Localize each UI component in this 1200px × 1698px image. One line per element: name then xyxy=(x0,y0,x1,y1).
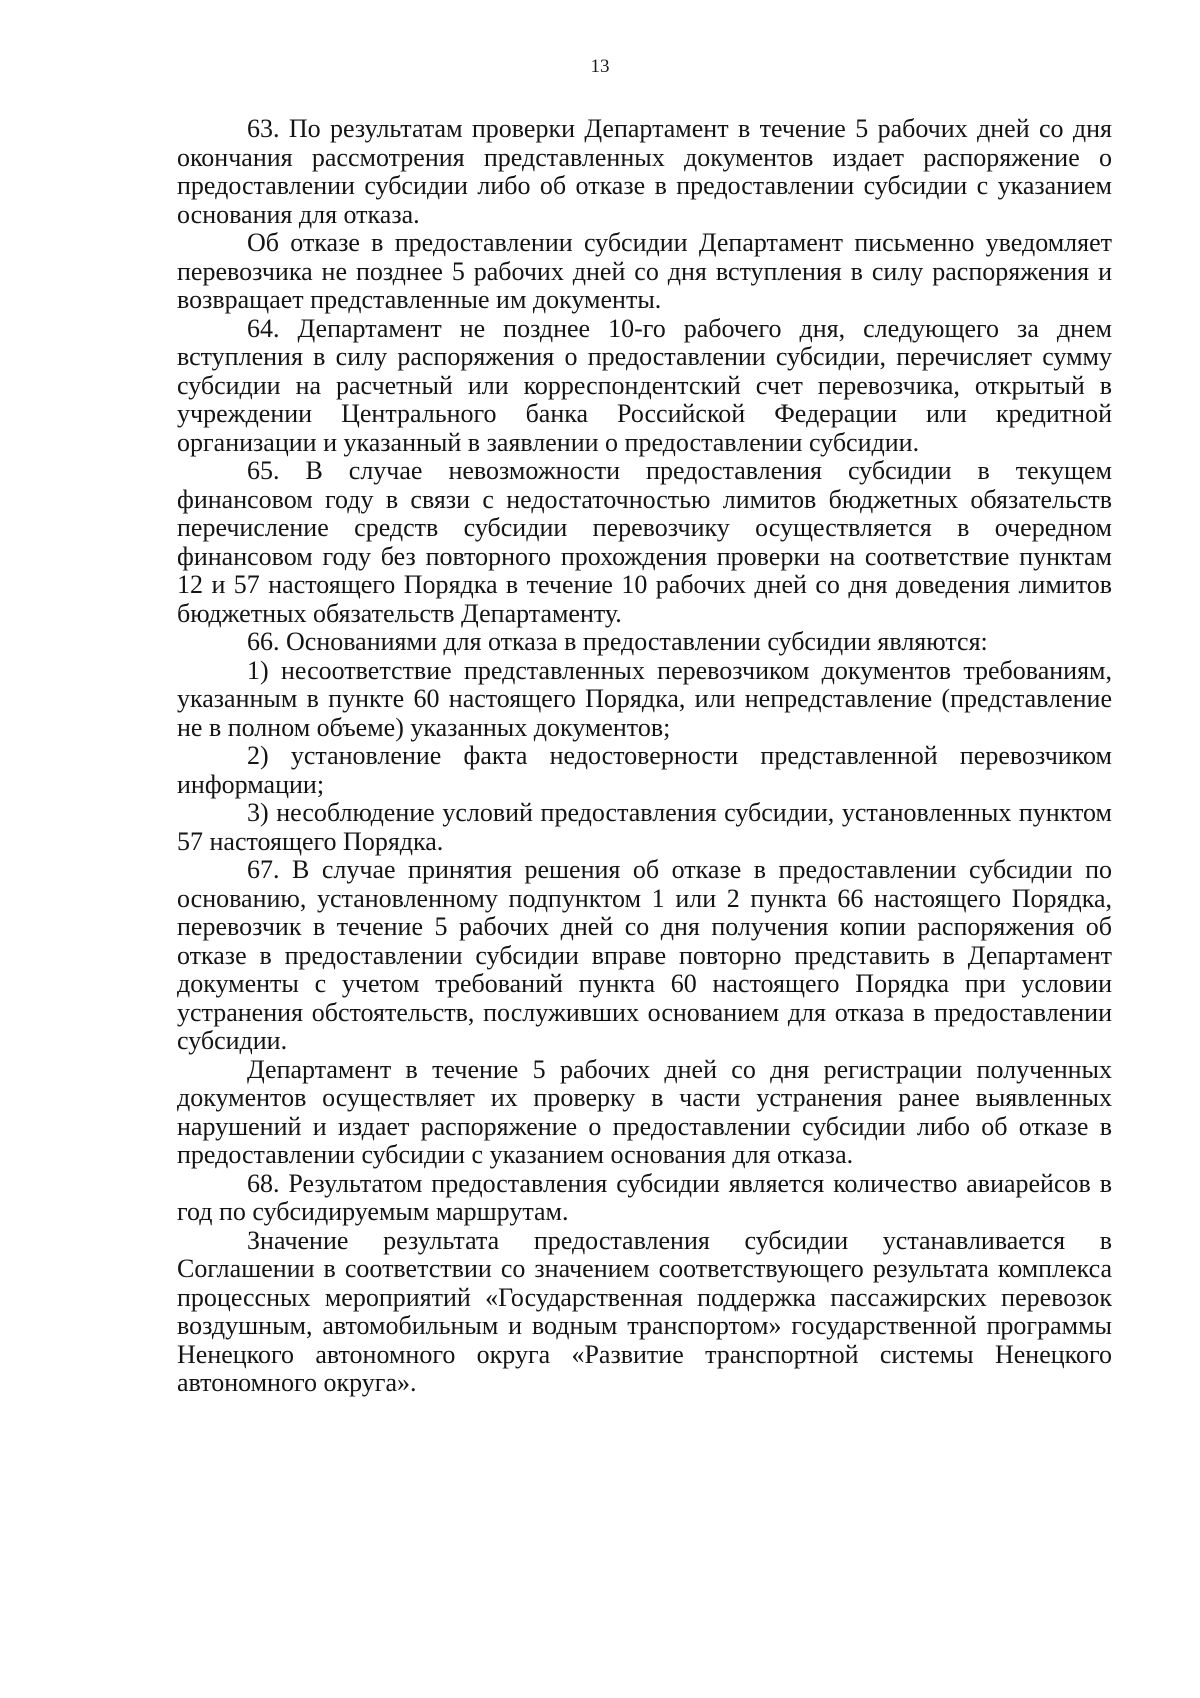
paragraph-63: 63. По результатам проверки Департамент в течение 5 рабочих дней со дня окончания рассмотрения представленных документов издает распоряжение о предоставлении субсидии либо об отказе в предоставлении субсидии с указанием основания для отказа. xyxy=(177,114,1112,229)
paragraph-66-item-2: 2) установление факта недостоверности представленной перевозчиком информации; xyxy=(177,741,1112,799)
paragraph-66: 66. Основаниями для отказа в предоставлении субсидии являются: xyxy=(247,627,988,656)
paragraph-65: 65. В случае невозможности предоставления субсидии в текущем финансовом году в связи с недостаточностью лимитов бюджетных обязательств перечисление средств субсидии перевозчику осуществляется в очередном финансовом году без повторного прохождения проверки на соответствие пунктам 12 и 57 настоящего Порядка в течение 10 рабочих дней со дня доведения лимитов бюджетных обязательств Департаменту. xyxy=(177,456,1112,628)
paragraph-67: 67. В случае принятия решения об отказе в предоставлении субсидии по основанию, установленному подпунктом 1 или 2 пункта 66 настоящего Порядка, перевозчик в течение 5 рабочих дней со дня получения копии распоряжения об отказе в предоставлении субсидии вправе повторно представить в Департамент документы с учетом требований пункта 60 настоящего Порядка при условии устранения обстоятельств, послуживших основанием для отказа в предоставлении субсидии. xyxy=(177,855,1112,1055)
paragraph-68-result-value: Значение результата предоставления субсидии устанавливается в Соглашении в соответствии со значением соответствующего результата комплекса процессных мероприятий «Государственная поддержка пассажирских перевозок воздушным, автомобильным и водным транспортом» государственной программы Ненецкого автономного округа «Развитие транспортной системы Ненецкого автономного округа». xyxy=(177,1225,1112,1397)
paragraph-64: 64. Департамент не позднее 10-го рабочего дня, следующего за днем вступления в силу распоряжения о предоставлении субсидии, перечисляет сумму субсидии на расчетный или корреспондентский счет перевозчика, открытый в учреждении Центрального банка Российской Федерации или кредитной организации и указанный в заявлении о предоставлении субсидии. xyxy=(177,313,1112,457)
paragraph-66-item-1: 1) несоответствие представленных перевозчиком документов требованиям, указанным в пункте 60 настоящего Порядка, или непредставление (представление не в полном объеме) указанных документов; xyxy=(177,655,1112,742)
paragraph-67-review: Департамент в течение 5 рабочих дней со дня регистрации полученных документов осуществляет их проверку в части устранения ранее выявленных нарушений и издает распоряжение о предоставлении субсидии либо об отказе в предоставлении субсидии с указанием основания для отказа. xyxy=(177,1054,1112,1169)
paragraph-68: 68. Результатом предоставления субсидии является количество авиарейсов в год по субсидируемым маршрутам. xyxy=(177,1168,1112,1226)
page-number: 13 xyxy=(590,56,610,77)
paragraph-66-item-3: 3) несоблюдение условий предоставления субсидии, установленных пунктом 57 настоящего Порядка. xyxy=(177,798,1112,856)
document-body xyxy=(177,115,1112,1398)
paragraph-63-refusal-notice: Об отказе в предоставлении субсидии Департамент письменно уведомляет перевозчика не позднее 5 рабочих дней со дня вступления в силу распоряжения и возвращает представленные им документы. xyxy=(177,228,1112,314)
